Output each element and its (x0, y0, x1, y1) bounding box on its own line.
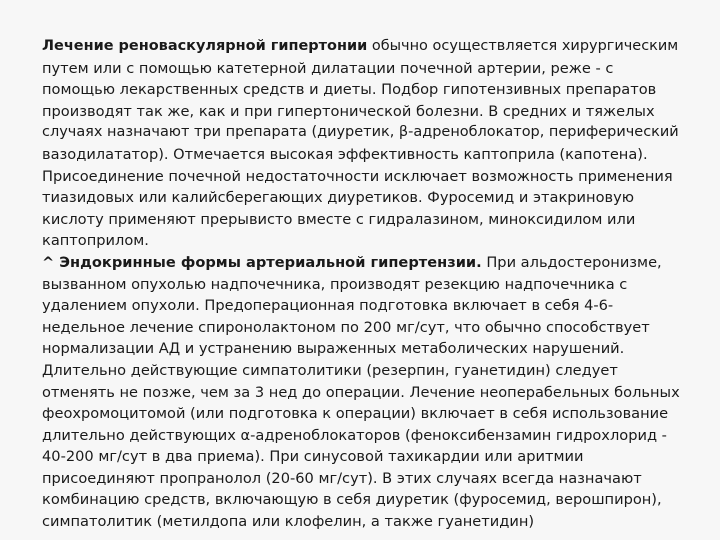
paragraph-2-line-7: отменять не позже, чем за 3 нед до операции. Лечение неоперабельных больных (42, 383, 680, 401)
paragraph-1-line-2: путем или с помощью катетерной дилатации почечной артерии, реже - с (42, 59, 614, 77)
paragraph-1-line-9: кислоту применяют прерывисто вместе с гидралазином, миноксидилом или (42, 210, 636, 228)
paragraph-1-line-10: каптоприлом. (42, 232, 149, 250)
document-body (42, 36, 682, 533)
paragraph-2-line-6: Длительно действующие симпатолитики (резерпин, гуанетидин) следует (42, 361, 618, 379)
paragraph-2-line-11: присоединяют пропранолол (20-60 мг/сут). В этих случаях всегда назначают (42, 469, 642, 487)
paragraph-2-line-4: недельное лечение спиронолактоном по 200 мг/сут, что обычно способствует (42, 318, 650, 336)
paragraph-1-line-5: случаях назначают три препарата (диуретик, β-адреноблокатор, периферический (42, 124, 679, 141)
paragraph-1-line-3: помощью лекарственных средств и диеты. Подбор гипотензивных препаратов (42, 81, 657, 99)
paragraph-2-line-9: длительно действующих α-адреноблокаторов (феноксибензамин гидрохлорид - (42, 426, 667, 444)
paragraph-1-line-8: тиазидовых или калийсберегающих диуретиков. Фуросемид и этакриновую (42, 189, 635, 207)
paragraph-1-line-6: вазодилататор). Отмечается высокая эффективность каптоприла (капотена). (42, 145, 648, 163)
paragraph-2-line-10: 40-200 мг/сут в два приема). При синусовой тахикардии или аритмии (42, 448, 584, 466)
paragraph-2-line-8: феохромоцитомой (или подготовка к операции) включает в себя использование (42, 405, 669, 423)
paragraph-2-line-2: вызванном опухолью надпочечника, производят резекцию надпочечника с (42, 275, 628, 293)
paragraph-1-line-4: производят так же, как и при гипертонической болезни. В средних и тяжелых (42, 102, 655, 120)
paragraph-1-heading: Лечение реноваскулярной гипертонии (42, 38, 368, 54)
paragraph-2-line-12: комбинацию средств, включающую в себя диуретик (фуросемид, верошпирон), (42, 491, 662, 509)
paragraph-2-line-1 (42, 252, 682, 274)
paragraph-1-line-1 (42, 36, 682, 58)
paragraph-1-line-1-text: обычно осуществляется хирургическим (367, 38, 679, 54)
paragraph-2-heading: ^ Эндокринные формы артериальной гипертензии. (42, 253, 482, 271)
paragraph-2-line-3: удалением опухоли. Предоперационная подготовка включает в себя 4-6- (42, 297, 614, 315)
paragraph-2-line-5: нормализации АД и устранению выраженных метаболических нарушений. (42, 340, 625, 358)
paragraph-1-line-7: Присоединение почечной недостаточности исключает возможность применения (42, 167, 673, 185)
paragraph-2-line-13: симпатолитик (метилдопа или клофелин, а также гуанетидин) (42, 513, 535, 531)
paragraph-2-line-1-text: При альдостеронизме, (481, 253, 662, 271)
